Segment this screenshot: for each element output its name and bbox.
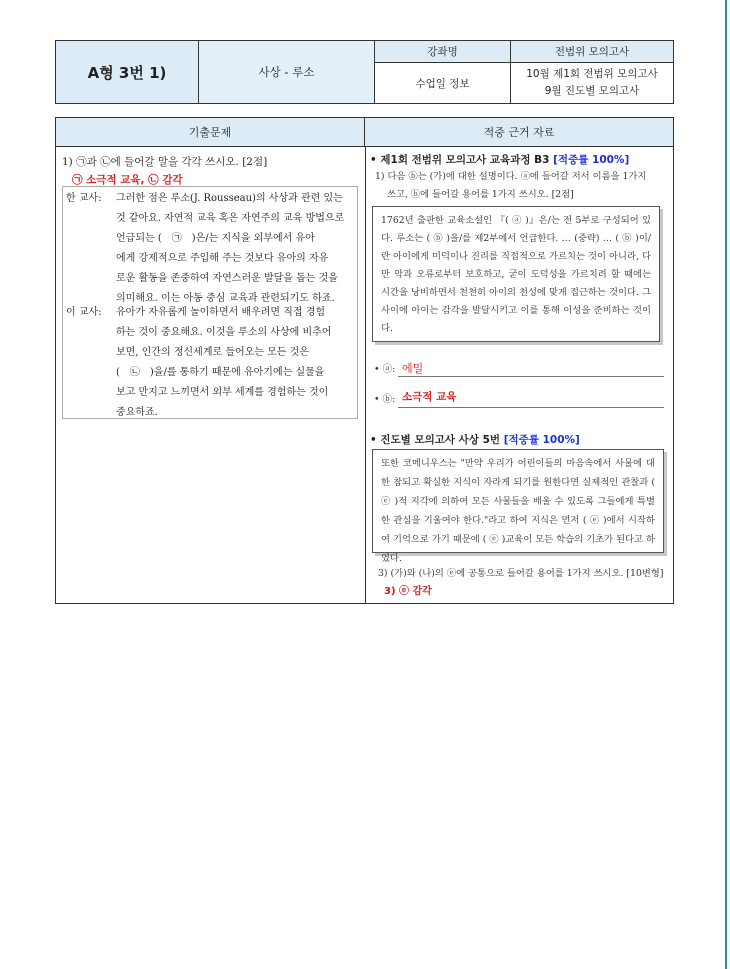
dialog-line: 그러한 점은 루소(J. Rousseau)의 사상과 관련 있는 bbox=[116, 193, 343, 204]
blank-a-label: • ⓐ: bbox=[374, 364, 396, 375]
class-info-label: 수업일 정보 bbox=[375, 63, 511, 103]
dialog-line: 하는 것이 중요해요. 이것을 루소의 사상에 비추어 bbox=[116, 327, 332, 338]
blank-a-line bbox=[398, 376, 664, 377]
evidence2-title-text: • 진도별 모의고사 사상 5번 bbox=[370, 434, 501, 446]
dialog-text-1 bbox=[116, 189, 350, 309]
course-label: 강좌명 bbox=[375, 41, 511, 63]
speaker-lee: 이 교사: bbox=[66, 307, 102, 318]
evidence1-question bbox=[375, 168, 665, 204]
dialog-text-2 bbox=[116, 303, 350, 423]
dialog-line: 중요하죠. bbox=[116, 407, 158, 418]
evidence2-title bbox=[370, 432, 580, 447]
header-table bbox=[55, 40, 674, 104]
column-divider bbox=[365, 147, 366, 603]
class-info-line1: 10월 제1회 전범위 모의고사 bbox=[526, 68, 658, 80]
evidence1-title bbox=[370, 152, 629, 167]
class-info-line2: 9월 진도별 모의고사 bbox=[544, 85, 640, 97]
blank-b-line bbox=[398, 407, 664, 408]
speaker-han: 한 교사: bbox=[66, 193, 102, 204]
evidence1-question-line2: 쓰고, ⓑ에 들어갈 용어를 1가지 쓰시오. [2점] bbox=[387, 189, 574, 200]
evidence2-hit-rate: [적중률 100%] bbox=[503, 434, 580, 446]
exam-title: A형 3번 1) bbox=[56, 41, 199, 103]
dialog-line: 유아가 자유롭게 놀이하면서 배우려면 직접 경험 bbox=[116, 307, 326, 318]
page-edge-line bbox=[725, 0, 727, 969]
evidence2-passage: 또한 코메니우스는 "만약 우리가 어린이들의 마음속에서 사물에 대한 참되고 확실한 지식이 자라게 되기를 원한다면 실제적인 관찰과 ( ⓔ )적 지각에 의하여 모든 사물들을 배울 수 있도록 그들에게 특별한 관심을 기울여야 한다."라고 하여 지식은 먼저 ( ⓔ )에서 시작하여 기억으로 가기 때문에 ( ⓔ )교육이 모든 학습의 기초가 된다고 하였다. bbox=[372, 449, 664, 553]
column-header-past-exam: 기출문제 bbox=[56, 118, 365, 147]
evidence1-hit-rate: [적중률 100%] bbox=[553, 154, 630, 166]
dialog-line: 언급되는 ( ㉠ )은/는 지식을 외부에서 유아 bbox=[116, 233, 315, 244]
evidence1-title-text: • 제1회 전범위 모의고사 교육과정 B3 bbox=[370, 154, 550, 166]
evidence2-answer: 3) ⓔ 감각 bbox=[384, 586, 432, 597]
column-header-evidence: 적중 근거 자료 bbox=[365, 118, 673, 147]
blank-b-value: 소극적 교육 bbox=[402, 391, 457, 403]
dialog-line: 에게 강제적으로 주입해 주는 것보다 유아의 자유 bbox=[116, 253, 329, 264]
exam-answer: ㉠ 소극적 교육, ㉡ 감각 bbox=[72, 174, 183, 186]
dialog-line: ( ㉡ )을/를 통하기 때문에 유아기에는 실물을 bbox=[116, 367, 325, 378]
dialog-line: 보면, 인간의 정신세계로 들어오는 모든 것은 bbox=[116, 347, 309, 358]
evidence2-question: 3) (가)와 (나)의 ⓔ에 공통으로 들어갈 용어를 1가지 쓰시오. [10변형] bbox=[378, 568, 664, 579]
blank-b-label: • ⓑ: bbox=[374, 394, 396, 405]
dialog-line: 것 같아요. 자연적 교육 혹은 자연주의 교육 방법으로 bbox=[116, 213, 345, 224]
dialog-line: 로운 활동을 존중하여 자연스러운 발달을 돕는 것을 bbox=[116, 273, 338, 284]
subject-label: 사상 - 루소 bbox=[199, 41, 375, 103]
class-info-value bbox=[511, 63, 673, 103]
course-value: 전범위 모의고사 bbox=[511, 41, 673, 63]
blank-a-value: 에밀 bbox=[402, 362, 424, 375]
dialog-line: 보고 만지고 느끼면서 외부 세계를 경험하는 것이 bbox=[116, 387, 329, 398]
evidence1-passage: 1762년 출판한 교육소설인 『( ⓐ )』은/는 전 5부로 구성되어 있다. 루소는 ( ⓑ )을/를 제2부에서 언급한다. … (중략) … ( ⓑ )이/란 아이에게 미덕이나 진리를 직접적으로 가르치는 것이 아니라, 다만 악과 오류로부터 보호하고, 굳이 도덕성을 가르치려 할 때에는 시간을 낭비하면서 천천히 아이의 천성에 맞게 접근하는 것이다. 그 사이에 아이는 감각을 발달시키고 이를 통해 이성을 준비하는 것이다. bbox=[372, 206, 660, 342]
evidence1-question-line1: 1) 다음 ⓑ는 (가)에 대한 설명이다. ⓐ에 들어갈 저서 이름을 1가지 bbox=[375, 171, 647, 182]
exam-question: 1) ㉠과 ㉡에 들어갈 말을 각각 쓰시오. [2점] bbox=[62, 156, 268, 168]
dialog-line: 의미해요. 이는 아동 중심 교육과 관련되기도 하죠. bbox=[116, 293, 335, 304]
